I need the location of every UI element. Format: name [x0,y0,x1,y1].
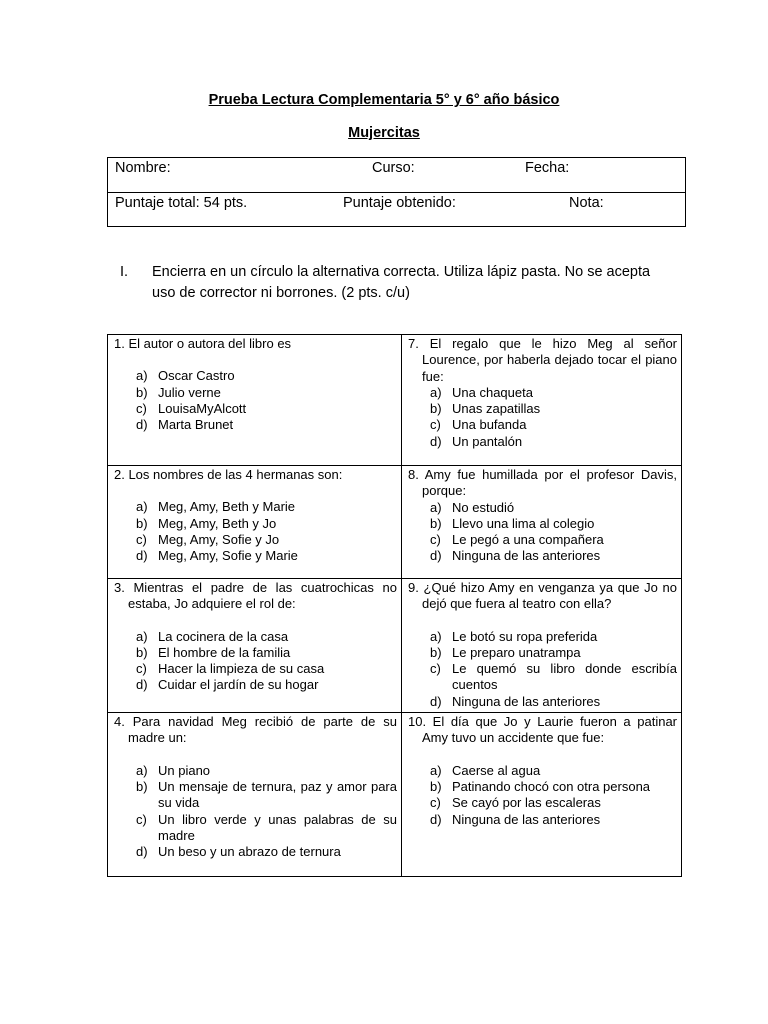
option-letter: a) [430,384,442,400]
option-d[interactable] [430,694,677,710]
option-b[interactable] [430,645,677,661]
option-b[interactable] [430,516,677,532]
option-letter: d) [136,548,148,564]
option-b[interactable] [136,645,397,661]
question-cell [402,713,682,877]
options-list [114,368,397,433]
option-c[interactable] [136,661,397,677]
option-b[interactable] [430,779,677,795]
option-letter: a) [136,368,148,384]
option-text: Un piano [158,762,211,778]
option-c[interactable] [430,795,677,811]
option-c[interactable] [430,532,677,548]
info-row-2 [108,192,685,227]
option-text: Le pegó a una compañera [452,532,604,548]
option-text: Patinando chocó con otra persona [452,778,651,794]
question-cell [108,335,402,466]
option-a[interactable] [136,763,397,779]
option-letter: d) [430,811,442,827]
question-text: 10. El día que Jo y Laurie fueron a patinar Amy tuvo un accidente que fue: [408,714,677,746]
instruction-text: Encierra en un círculo la alternativa correcta. Utiliza lápiz pasta. No se acepta uso de corrector ni borrones. (2 pts. c/u) [152,264,651,301]
option-letter: a) [136,628,148,644]
option-text: Marta Brunet [158,417,234,433]
questions-table [107,334,682,877]
option-letter: d) [430,433,442,449]
question-cell [108,713,402,877]
option-a[interactable] [430,500,677,516]
option-letter: b) [430,778,442,794]
question-row [108,579,682,713]
option-text: Le preparo unatrampa [452,644,581,660]
question-row [108,466,682,579]
option-text: Llevo una lima al colegio [452,515,595,531]
option-text: No estudió [452,499,515,515]
student-info-table [107,157,686,227]
nota-label: Nota: [569,195,604,211]
option-text: Meg, Amy, Sofie y Jo [158,531,280,547]
option-text: Cuidar el jardín de su hogar [158,677,319,693]
option-d[interactable] [136,417,397,433]
options-list [114,629,397,694]
curso-label: Curso: [372,160,415,176]
option-text: Oscar Castro [158,368,235,384]
option-letter: c) [136,400,147,416]
option-text: Meg, Amy, Beth y Jo [158,515,277,531]
option-d[interactable] [430,434,677,450]
question-text: 9. ¿Qué hizo Amy en venganza ya que Jo no dejó que fuera al teatro con ella? [408,580,677,612]
options-list [114,763,397,861]
option-letter: b) [136,384,148,400]
option-letter: b) [430,515,442,531]
question-cell [108,466,402,579]
option-letter: d) [136,417,148,433]
options-list [408,763,677,828]
option-letter: d) [136,844,148,860]
option-letter: c) [430,661,441,677]
option-text: Le quemó su libro donde escribía cuentos [452,661,677,693]
option-letter: d) [430,693,442,709]
options-list [114,499,397,564]
options-list [408,629,677,710]
option-letter: a) [136,499,148,515]
option-text: Un pantalón [452,433,523,449]
option-text: Una chaqueta [452,384,533,400]
option-a[interactable] [430,763,677,779]
option-letter: c) [136,661,147,677]
options-list [408,385,677,450]
option-c[interactable] [136,812,397,845]
question-text: 7. El regalo que le hizo Meg al señor Lourence, por haberla dejado tocar el piano fue: [408,336,677,384]
option-text: Hacer la limpieza de su casa [158,661,325,677]
question-row [108,713,682,877]
option-b[interactable] [136,779,397,812]
option-letter: b) [430,401,442,417]
option-text: La cocinera de la casa [158,628,289,644]
option-text: Se cayó por las escaleras [452,795,601,811]
option-text: Caerse al agua [452,762,541,778]
option-c[interactable] [430,661,677,694]
option-text: LouisaMyAlcott [158,400,247,416]
option-text: Julio verne [158,384,221,400]
book-title: Mujercitas [348,125,420,141]
question-text: 2. Los nombres de las 4 hermanas son: [114,467,343,482]
option-letter: b) [136,644,148,660]
option-letter: d) [136,677,148,693]
option-text: Un mensaje de ternura, paz y amor para su vida [158,778,397,811]
option-letter: b) [136,515,148,531]
puntaje-obtenido-label: Puntaje obtenido: [343,195,456,211]
fecha-label: Fecha: [525,160,570,176]
option-d[interactable] [136,677,397,693]
instructions [120,262,660,304]
option-text: Un beso y un abrazo de ternura [158,844,341,860]
option-text: Le botó su ropa preferida [452,628,598,644]
option-a[interactable] [136,368,397,384]
question-cell [402,579,682,713]
option-text: Meg, Amy, Sofie y Marie [158,548,298,564]
option-b[interactable] [430,401,677,417]
option-letter: d) [430,548,442,564]
question-row [108,335,682,466]
option-a[interactable] [430,629,677,645]
section-number: I. [120,264,129,280]
option-letter: a) [430,499,442,515]
option-letter: b) [430,644,442,660]
option-b[interactable] [136,385,397,401]
question-text: 3. Mientras el padre de las cuatrochicas no estaba, Jo adquiere el rol de: [114,580,397,612]
option-d[interactable] [430,548,677,564]
nombre-label: Nombre: [115,160,171,176]
option-c[interactable] [136,401,397,417]
question-text: 4. Para navidad Meg recibió de parte de su madre un: [114,714,397,746]
option-d[interactable] [430,812,677,828]
option-letter: c) [430,417,441,433]
option-text: Ninguna de las anteriores [452,811,601,827]
option-text: Un libro verde y unas palabras de su madre [158,811,397,843]
option-letter: a) [430,628,442,644]
option-text: El hombre de la familia [158,644,291,660]
option-letter: c) [136,531,147,547]
option-text: Ninguna de las anteriores [452,548,601,564]
option-letter: a) [136,762,148,778]
option-b[interactable] [136,516,397,532]
option-a[interactable] [136,499,397,515]
page-title: Prueba Lectura Complementaria 5° y 6° año básico [208,92,560,108]
option-letter: b) [136,778,148,794]
info-row-1 [108,158,685,192]
question-cell [108,579,402,713]
puntaje-total-label: Puntaje total: 54 pts. [115,195,248,211]
option-text: Unas zapatillas [452,401,541,417]
option-text: Una bufanda [452,417,527,433]
option-c[interactable] [430,417,677,433]
question-text: 1. El autor o autora del libro es [114,336,292,351]
question-text: 8. Amy fue humillada por el profesor Davis, porque: [408,467,677,499]
question-cell [402,335,682,466]
option-a[interactable] [430,385,677,401]
options-list [408,500,677,565]
option-text: Meg, Amy, Beth y Marie [158,499,296,515]
option-c[interactable] [136,532,397,548]
option-d[interactable] [136,844,397,860]
option-letter: a) [430,762,442,778]
option-letter: c) [136,811,147,827]
option-a[interactable] [136,629,397,645]
question-cell [402,466,682,579]
option-text: Ninguna de las anteriores [452,693,601,709]
option-letter: c) [430,532,441,548]
option-letter: c) [430,795,441,811]
option-d[interactable] [136,548,397,564]
